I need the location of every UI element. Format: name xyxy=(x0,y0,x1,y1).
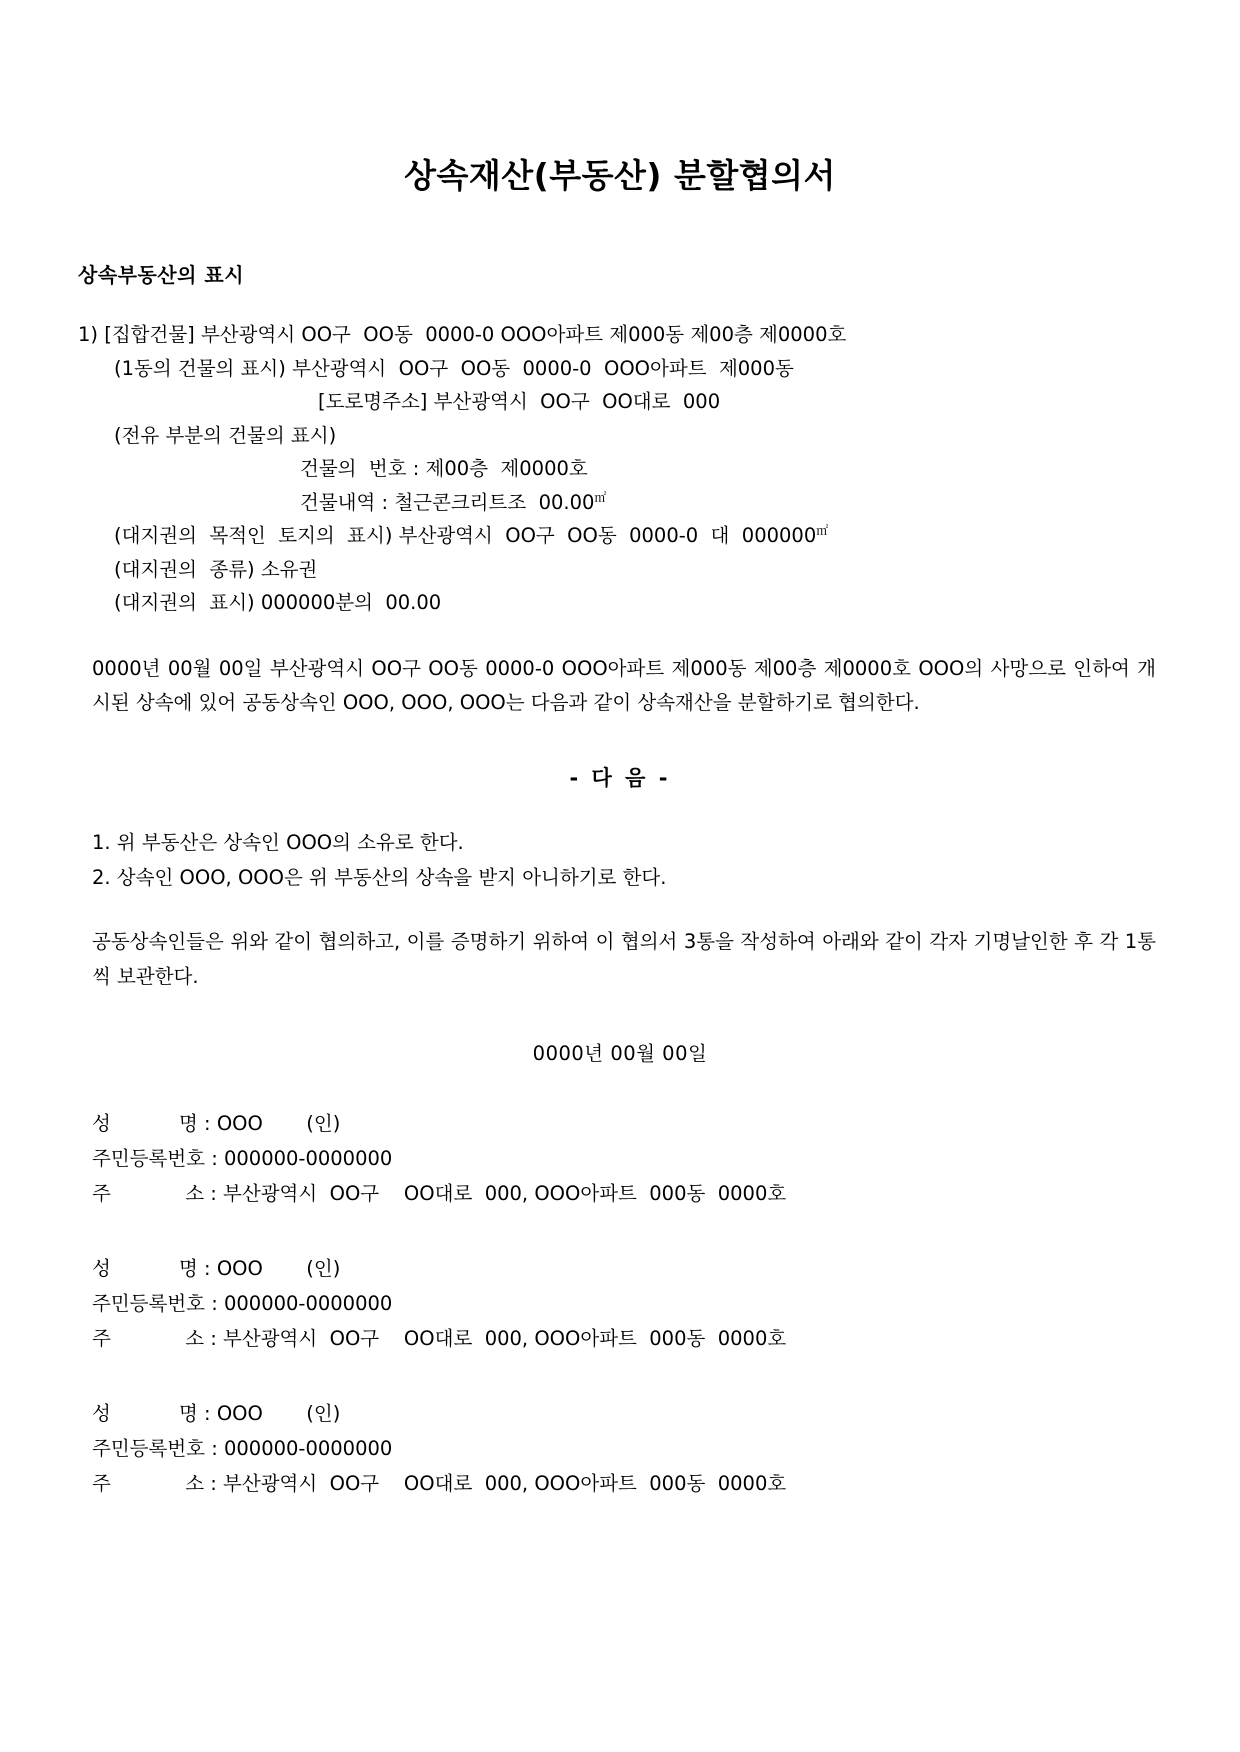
property-line-5: 건물의 번호 : 제00층 제0000호 xyxy=(300,457,588,481)
signatory-id-line: 주민등록번호 : 000000-0000000 xyxy=(92,1292,393,1316)
agreement-items xyxy=(78,826,1162,895)
next-section-label: - 다 음 - xyxy=(569,766,671,791)
land-area-unit-icon: ㎡ xyxy=(816,523,829,538)
closing-paragraph: 공동상속인들은 위와 같이 협의하고, 이를 증명하기 위하여 이 협의서 3통을 작성하여 아래와 같이 각자 기명날인한 후 각 1통씩 보관한다. xyxy=(92,930,1156,988)
intro-paragraph: 0000년 00월 00일 부산광역시 OO구 OO동 0000-0 OOO아파트 제000동 제00층 제0000호 OOO의 사망으로 인하여 개시된 상속에 있어 공동상속인 OOO, OOO, OOO는 다음과 같이 상속재산을 분할하기로 협의한다. xyxy=(92,656,1156,714)
signatory-id-line: 주민등록번호 : 000000-0000000 xyxy=(92,1146,393,1170)
property-line-4: (전유 부분의 건물의 표시) xyxy=(114,423,337,447)
property-description xyxy=(78,318,1162,620)
signing-date: 0000년 00월 00일 xyxy=(532,1041,708,1065)
signatory-address-line: 주 소 : 부산광역시 OO구 OO대로 000, OOO아파트 000동 0000호 xyxy=(92,1472,787,1496)
property-line-9: (대지권의 표시) 000000분의 00.00 xyxy=(114,591,442,615)
area-unit-icon: ㎡ xyxy=(594,490,607,505)
agreement-item-2: 2. 상속인 OOO, OOO은 위 부동산의 상속을 받지 아니하기로 한다. xyxy=(92,865,667,889)
property-line-1: 1) [집합건물] 부산광역시 OO구 OO동 0000-0 OOO아파트 제000동 제00층 제0000호 xyxy=(78,323,847,346)
property-line-3: [도로명주소] 부산광역시 OO구 OO대로 000 xyxy=(318,390,721,414)
property-line-8: (대지권의 종류) 소유권 xyxy=(114,557,318,581)
signatory-address-line: 주 소 : 부산광역시 OO구 OO대로 000, OOO아파트 000동 0000호 xyxy=(92,1327,787,1351)
property-line-7 xyxy=(78,519,1162,553)
signatory-name-line: 성 명 : OOO (인) xyxy=(92,1111,341,1135)
signatory-id-line: 주민등록번호 : 000000-0000000 xyxy=(92,1437,393,1461)
signatory-name-line: 성 명 : OOO (인) xyxy=(92,1402,341,1426)
signatory-block-2 xyxy=(78,1251,1162,1356)
page-title: 상속재산(부동산) 분할협의서 xyxy=(404,156,836,195)
section-heading-property: 상속부동산의 표시 xyxy=(78,263,245,287)
signatory-name-line: 성 명 : OOO (인) xyxy=(92,1256,341,1280)
agreement-item-1: 1. 위 부동산은 상속인 OOO의 소유로 한다. xyxy=(92,831,464,855)
signatory-address-line: 주 소 : 부산광역시 OO구 OO대로 000, OOO아파트 000동 0000호 xyxy=(92,1181,787,1205)
signatory-block-1 xyxy=(78,1106,1162,1211)
signatory-block-3 xyxy=(78,1396,1162,1501)
property-line-2: (1동의 건물의 표시) 부산광역시 OO구 OO동 0000-0 OOO아파트 제000동 xyxy=(114,356,794,380)
property-line-6-text: 건물내역 : 철근콘크리트조 00.00 xyxy=(300,490,595,514)
property-line-7-text: (대지권의 목적인 토지의 표시) 부산광역시 OO구 OO동 0000-0 대 000000 xyxy=(114,524,817,548)
property-line-6 xyxy=(78,486,1162,520)
